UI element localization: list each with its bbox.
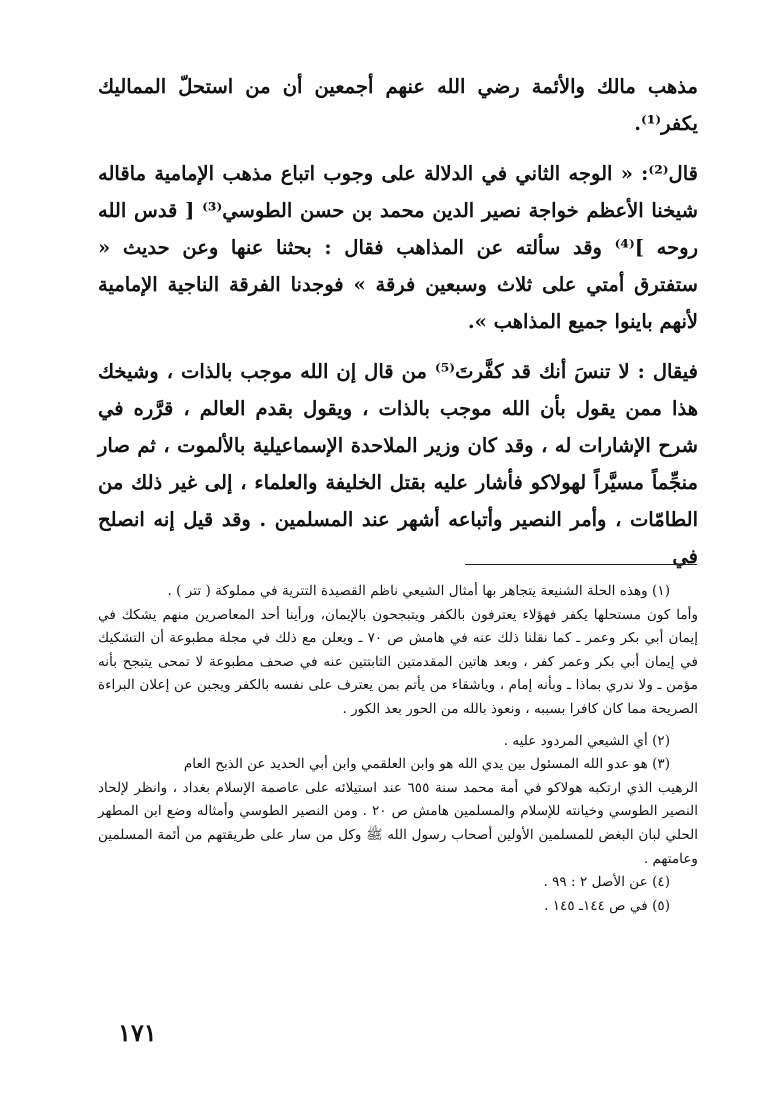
text-line: الطامّات ، وأمر النصير وأتباعه أشهر عند المسلمين . وقد قيل إنه انصلح في (98, 508, 698, 568)
footnote-5 (98, 895, 698, 919)
text-line: مذهب مالك والأئمة رضي الله عنهم أجمعين أن من استحلّ المماليك يكفر⁽¹⁾. (98, 75, 698, 135)
footnote-line: (٣) هو عدو الله المسئول بين يدي الله هو وابن العلقمي وابن أبي الحديد عن الذبح العام (183, 756, 670, 773)
text-line: قال⁽²⁾: « الوجه الثاني في الدلالة على وجوب اتباع مذهب الإمامية ماقاله (98, 162, 698, 185)
footnote-divider (465, 564, 697, 565)
text-line: روحه ]⁽⁴⁾ وقد سألته عن المذاهب فقال : بحثنا عنها وعن حديث « ستفترق (98, 236, 698, 296)
paragraph-2 (98, 155, 698, 340)
main-text (98, 68, 698, 575)
footnote-line: وأمثاله وضع ابن المطهر الحلي لبان البغض للمسلمين الأولين أصحاب رسول الله ﷺ وكل من سار (98, 803, 699, 843)
paragraph-1 (98, 68, 698, 142)
text-line: شرح الإشارات له ، وقد كان وزير الملاحدة الإسماعيلية بالألموت ، ثم صار (98, 434, 698, 457)
footnote-line: مطبوعة لا تمحى يتبجح بأنه مؤمن ـ ولا ندري بماذا ـ وبأنه إمام ، وياشقاء من يأتم بمن يعترف (98, 653, 698, 694)
paragraph-3 (98, 353, 698, 575)
footnote-line: الكور . (342, 700, 381, 717)
footnote-line: مطبوعة أن التشكيك في إيمان أبي بكر وعمر كفر ، وبعد هاتين المقدمتين الثابتتين عنه في صحف (98, 630, 698, 670)
footnote-line: على طريقتهم من أئمة المسلمين وعامتهم . (98, 826, 698, 867)
text-line: المذاهب ». (467, 310, 562, 333)
footnote-3-continued (98, 777, 698, 871)
footnote-line: (٥) في ص ١٤٤ـ ١٤٥ . (544, 897, 670, 914)
footnote-1 (98, 580, 698, 604)
footnote-line: وأما كون مستحلها يكفر فهؤلاء يعترفون بالكفر ويتبجحون بالإيمان، ورأينا أحد المعاصرين منهم (162, 606, 699, 623)
text-line: شيخنا الأعظم خواجة نصير الدين محمد بن حسن الطوسي⁽³⁾ [ قدس الله (98, 199, 698, 222)
footnote-2 (98, 730, 698, 754)
footnote-line: (٤) عن الأصل ٢ : ٩٩ . (543, 874, 670, 891)
text-line: وشيخك هذا ممن يقول بأن الله موجب بالذات ، ويقول بقدم العالم ، قرَّره في (98, 360, 698, 420)
footnote-line: (١) وهذه الحلة الشنيعة يتجاهر بها أمثال الشيعي ناظم القصيدة التترية في مملوكة ( تتر ) . (167, 583, 670, 599)
footnote-4 (98, 871, 698, 895)
page-number: ١٧١ (118, 1018, 157, 1047)
footnotes (98, 580, 698, 918)
footnote-line: الرهيب الذي ارتكبه هولاكو في أمة محمد سنة ٦٥٥ عند استيلائه على عاصمة الإسلام بغداد ، (172, 779, 698, 796)
text-line: فيقال : لا تنسَ أنك قد كفَّرتَ⁽⁵⁾ من قال إن الله موجب بالذات ، (166, 360, 698, 383)
text-line: أمتي على ثلاث وسبعين فرقة » فوجدنا الفرقة الناجية الإمامية لأنهم باينوا جميع (98, 273, 698, 333)
text-line: منجِّماً مسيَّراً لهولاكو فأشار عليه بقتل الخليفة والعلماء ، إلى غير ذلك من (98, 471, 698, 494)
footnote-line: على نفسه بالكفر ويجبن عن إعلان البراءة الصريحة مما كان كافرا بسببه ، ونعوذ بالله من الحور بعد (98, 677, 698, 717)
footnote-3 (98, 753, 698, 777)
footnote-line: يشكك في إيمان أبي بكر وعمر ـ كما نقلنا ذلك عنه في هامش ص ٧٠ ـ ويعلن مع ذلك في مجلة (98, 606, 699, 647)
footnote-1-continued (98, 604, 698, 722)
footnote-line: (٢) أي الشيعي المردود عليه . (503, 732, 670, 749)
footnote-line: وانظر لإلحاد النصير الطوسي وخيانته للإسلام والمسلمين هامش ص ٢٠ . ومن النصير الطوسي (98, 779, 698, 820)
